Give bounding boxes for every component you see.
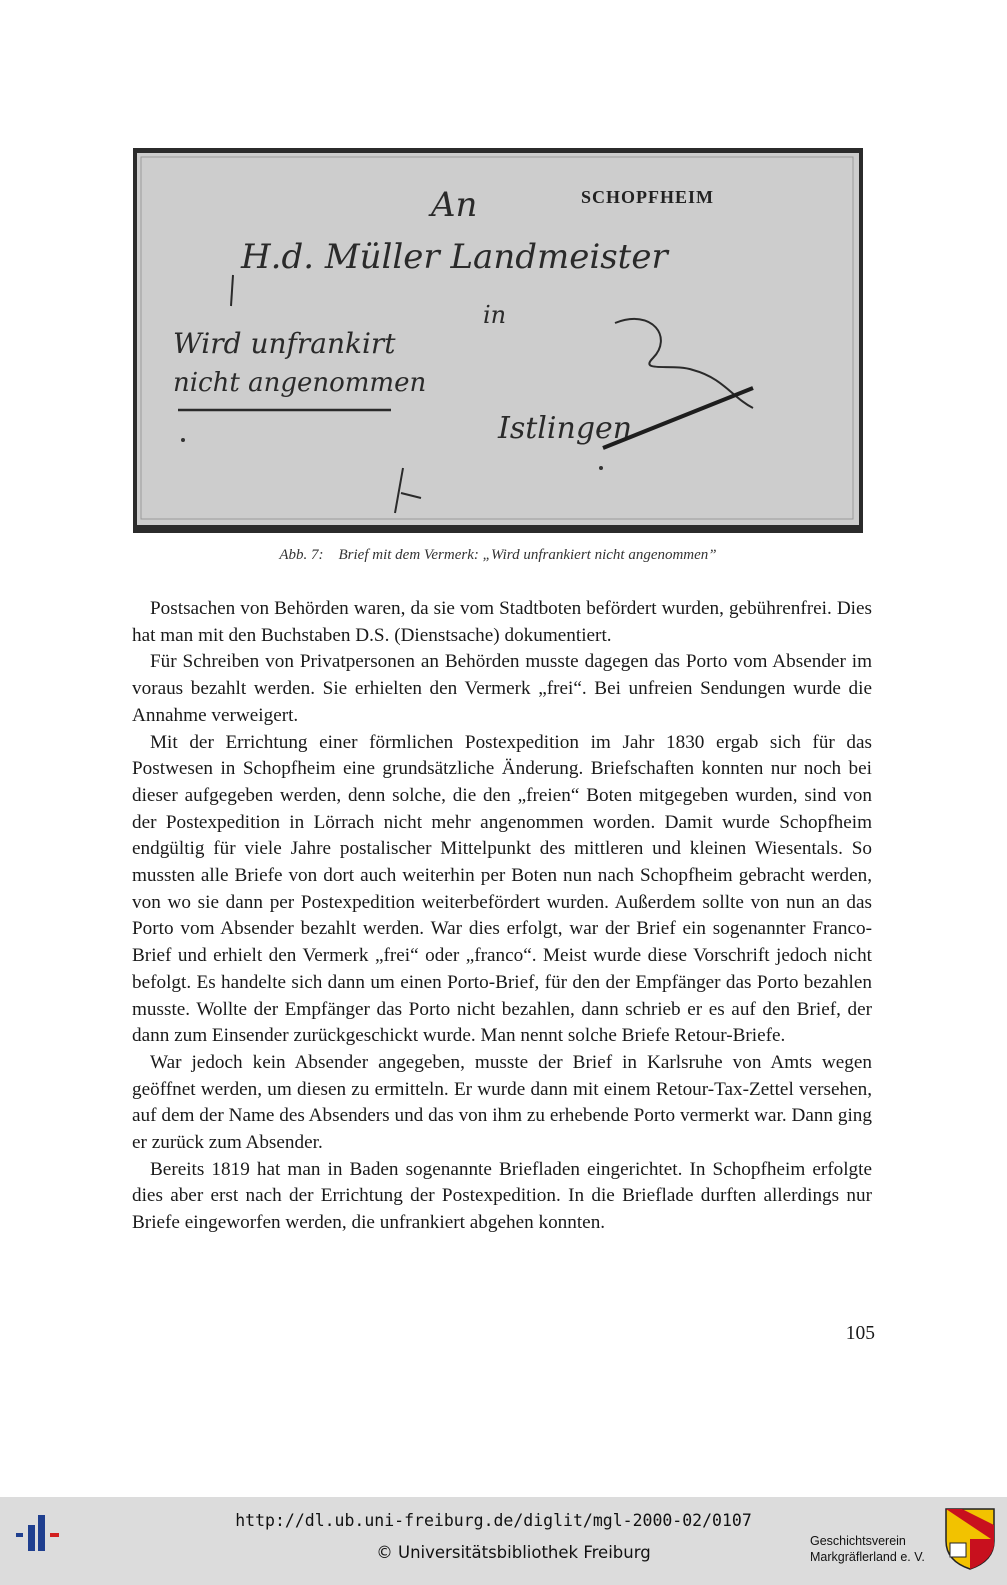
caption-text: Brief mit dem Vermerk: „Wird unfrankiert nicht angenommen” xyxy=(338,547,717,563)
society-line: Geschichtsverein xyxy=(810,1534,906,1548)
figure-caption xyxy=(133,547,863,564)
handwriting-destination: Istlingen xyxy=(498,411,633,446)
postmark-stamp: SCHOPFHEIM xyxy=(581,187,715,207)
viewer-footer xyxy=(0,1497,1007,1585)
caption-label: Abb. 7: xyxy=(279,547,324,563)
handwriting-note-2: nicht angenommen xyxy=(173,368,427,398)
handwriting-recipient: H.d. Müller Landmeister xyxy=(241,237,668,277)
handwriting-an: An xyxy=(431,185,478,225)
copyright-text: © Universitätsbibliothek Freiburg xyxy=(376,1543,651,1562)
society-name xyxy=(810,1533,925,1565)
coat-of-arms-icon xyxy=(942,1505,998,1571)
document-url-link[interactable]: http://dl.ub.uni-freiburg.de/diglit/mgl-2000-02/0107 xyxy=(235,1511,752,1530)
paragraph: Postsachen von Behörden waren, da sie vom Stadtboten befördert wurden, gebührenfrei. Dies hat man mit den Buchstaben D.S. (Dienstsache) dokumentiert. xyxy=(132,598,872,646)
handwriting-note-1: Wird unfrankirt xyxy=(173,327,396,360)
page-number: 105 xyxy=(845,1323,875,1344)
paragraph: Mit der Errichtung einer förmlichen Postexpedition im Jahr 1830 ergab sich für das Postwesen in Schopfheim eine grundsätzliche Änderung. Briefschaften konnten nur noch bei dieser aufgegeben werden, denn solche, die den „freien“ Boten mitgegeben wurden, sind von der Postexpedition in Lörrach nicht mehr angenommen worden. Damit wurde Schopfheim endgültig für viele Jahre postalischer Mittelpunkt des mittleren und kleinen Wiesentals. So mussten alle Briefe von dort auch weiterhin per Boten nun nach Schopfheim gebracht werden, von wo sie dann per Postexpedition weiterbefördert wurden. Außerdem sollte von nun an das Porto vom Absender bezahlt werden. War dies erfolgt, war der Brief ein sogenannter Franco-Brief und erhielt den Vermerk „frei“ oder „franco“. Meist wurde diese Vorschrift jedoch nicht befolgt. Es handelte sich dann um einen Porto-Brief, für den der Empfänger das Porto bezahlen musste. Wollte der Empfänger das Porto nicht bezahlen, dann schrieb er es auf den Brief, der dann zum Einsender zurückgeschickt wurde. Man nennt solche Briefe Retour-Briefe. xyxy=(132,731,872,1047)
letter-image xyxy=(133,148,863,533)
society-line: Markgräflerland e. V. xyxy=(810,1550,925,1564)
body-text xyxy=(132,596,872,1237)
paragraph: Für Schreiben von Privatpersonen an Behörden musste dagegen das Porto vom Absender im voraus bezahlt werden. Sie erhielten den Vermerk „frei“. Bei unfreien Sendungen wurde die Annahme verweigert. xyxy=(132,651,872,726)
paragraph: Bereits 1819 hat man in Baden sogenannte Briefladen eingerichtet. In Schopfheim erfolgte dies aber erst nach der Errichtung der Postexpedition. In die Brieflade durften allerdings nur Briefe eingeworfen werden, die unfrankiert abgehen konnten. xyxy=(132,1158,872,1234)
letter-photo xyxy=(133,148,863,533)
paragraph: War jedoch kein Absender angegeben, musste der Brief in Karlsruhe von Amts wegen geöffnet werden, um diesen zu ermitteln. Er wurde dann mit einem Retour-Tax-Zettel versehen, auf dem der Name des Absenders und das von ihm zu erhebende Porto vermerkt war. Dann ging er zurück zum Absender. xyxy=(132,1051,872,1154)
handwriting-in: in xyxy=(483,301,507,329)
